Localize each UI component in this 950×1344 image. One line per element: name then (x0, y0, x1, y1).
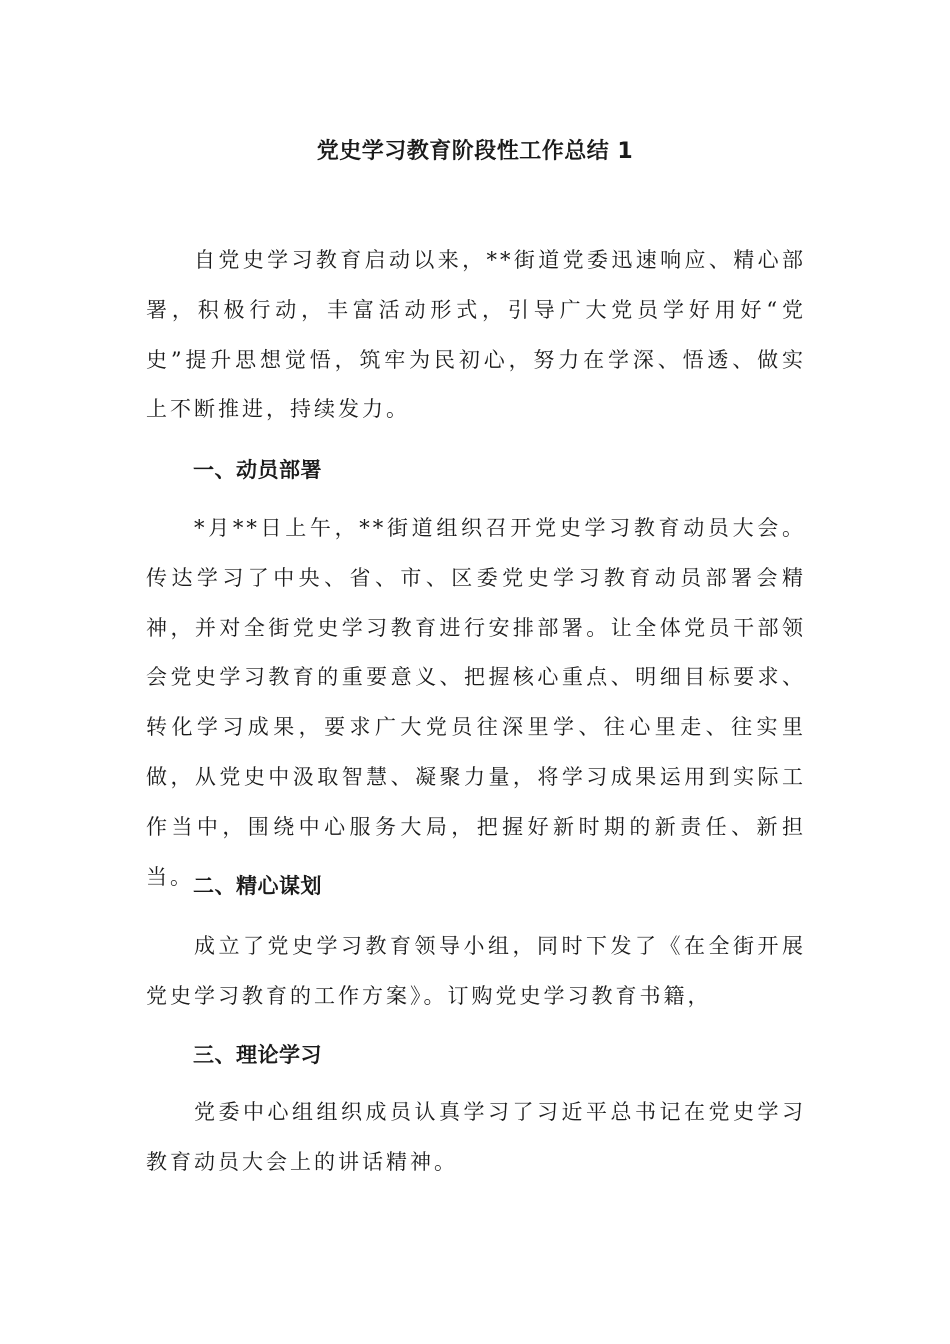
section-heading-theory-study: 三、理论学习 (193, 1043, 322, 1067)
intro-paragraph: 自党史学习教育启动以来，**街道党委迅速响应、精心部署，积极行动，丰富活动形式，引导广大党员学好用好“党史”提升思想觉悟，筑牢为民初心，努力在学深、悟透、做实上不断推进，持续发力。 (146, 248, 806, 422)
section-body-mobilization: *月**日上午，**街道组织召开党史学习教育动员大会。传达学习了中央、省、市、区委党史学习教育动员部署会精神，并对全街党史学习教育进行安排部署。让全体党员干部领会党史学习教育的重要意义、把握核心重点、明细目标要求、转化学习成果，要求广大党员往深里学、往心里走、往实里做，从党史中汲取智慧、凝聚力量，将学习成果运用到实际工作当中，围绕中心服务大局，把握好新时期的新责任、新担当。 (146, 516, 806, 889)
section-body-theory-study: 党委中心组组织成员认真学习了习近平总书记在党史学习教育动员大会上的讲话精神。 (146, 1100, 806, 1174)
section-heading-planning: 二、精心谋划 (193, 874, 322, 898)
document-title: 党史学习教育阶段性工作总结 1 (316, 139, 634, 164)
section-heading-mobilization: 一、动员部署 (193, 458, 322, 482)
section-body-planning: 成立了党史学习教育领导小组，同时下发了《在全街开展党史学习教育的工作方案》。订购党史学习教育书籍， (146, 934, 806, 1008)
